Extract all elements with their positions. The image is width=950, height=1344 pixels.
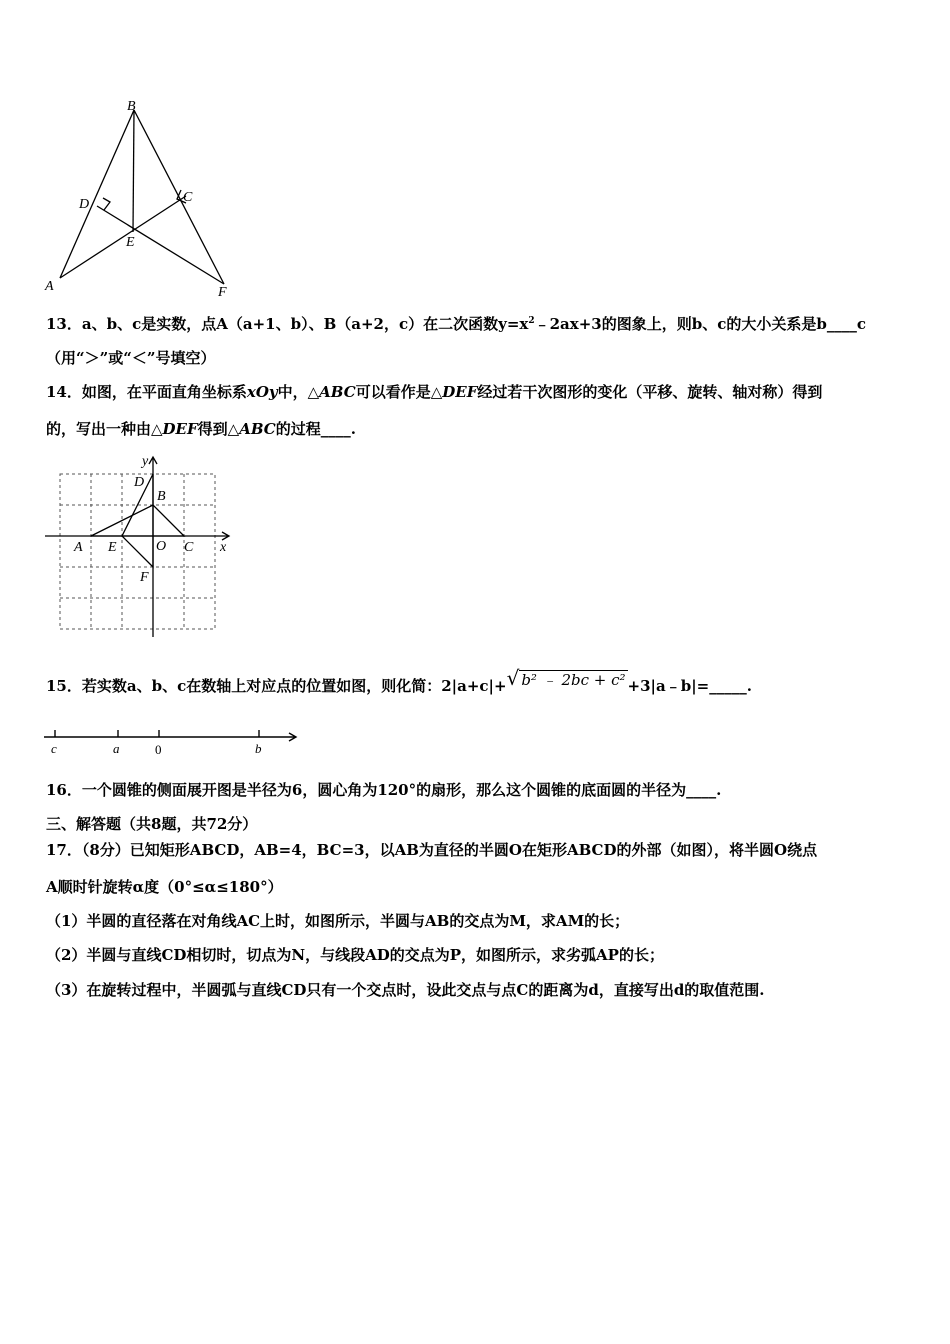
segment-df — [97, 206, 224, 284]
question-17-line-1: 17．（8分）已知矩形ABCD，AB=4，BC=3，以AB为直径的半圆O在矩形ABCD的外部（如图），将半圆O绕点 — [46, 841, 818, 859]
question-17-part-2: （2）半圆与直线CD相切时，切点为N，与线段AD的交点为P，如图所示，求劣弧AP的长； — [46, 946, 664, 964]
section-heading: 三、解答题（共8题，共72分） — [46, 815, 258, 833]
label-a: A — [74, 540, 83, 555]
label-f: F — [140, 570, 149, 585]
label-e: E — [126, 235, 135, 250]
question-15: 15．若实数a、b、c在数轴上对应点的位置如图，则化简：2|a+c|+√ b² ﹣ 2bc + c² +3|a﹣b|=_____. — [46, 666, 752, 695]
question-14-line-2: 的，写出一种由△DEF得到△ABC的过程____. — [46, 420, 356, 438]
radical-sign: √ — [506, 666, 520, 690]
label-c: C — [184, 540, 194, 555]
label-zero: 0 — [155, 742, 162, 757]
segment-ab — [60, 110, 134, 278]
square-root — [507, 668, 628, 690]
label-f: F — [218, 285, 227, 300]
label-b: b — [255, 741, 262, 756]
figure-13-triangles — [40, 96, 240, 301]
number-line — [40, 722, 305, 758]
label-d: D — [134, 475, 145, 490]
label-e: E — [108, 540, 117, 555]
label-y: y — [142, 454, 149, 469]
label-c: C — [183, 190, 193, 205]
question-14-line-1: 14．如图，在平面直角坐标系xOy中，△ABC可以看作是△DEF经过若干次图形的变化（平移、旋转、轴对称）得到 — [46, 383, 823, 401]
question-17-part-1: （1）半圆的直径落在对角线AC上时，如图所示，半圆与AB的交点为M，求AM的长； — [46, 912, 630, 930]
label-d: D — [79, 197, 90, 212]
figure-14-coordinate-grid — [40, 452, 240, 642]
segment-bf — [134, 110, 224, 284]
question-13-line-1: 13．a、b、c是实数，点A（a+1、b）、B（a+2，c）在二次函数$y=x^2﹣2ax+3$的图象上，则b、c的大小关系是b____c — [46, 315, 866, 333]
label-x: x — [220, 540, 227, 555]
question-17-part-3: （3）在旋转过程中，半圆弧与直线CD只有一个交点时，设此交点与点C的距离为d，直接写出d的取值范围. — [46, 981, 765, 999]
question-17-line-2: A顺时针旋转α度（0°≤α≤180°） — [46, 878, 283, 896]
segment-be — [133, 110, 134, 232]
label-a: A — [45, 279, 54, 294]
label-c: c — [51, 741, 57, 756]
label-b: B — [127, 99, 136, 114]
question-13-line-2: （用“＞”或“＜”号填空） — [46, 349, 216, 367]
right-angle-d — [103, 198, 110, 210]
triangle-abc — [91, 505, 184, 536]
label-a: a — [113, 741, 120, 756]
label-b: B — [157, 489, 166, 504]
question-16: 16．一个圆锥的侧面展开图是半径为6，圆心角为120°的扇形，那么这个圆锥的底面圆的半径为____. — [46, 781, 722, 799]
radicand: b² ﹣ 2bc + c² — [521, 671, 626, 689]
label-o: O — [156, 539, 167, 554]
